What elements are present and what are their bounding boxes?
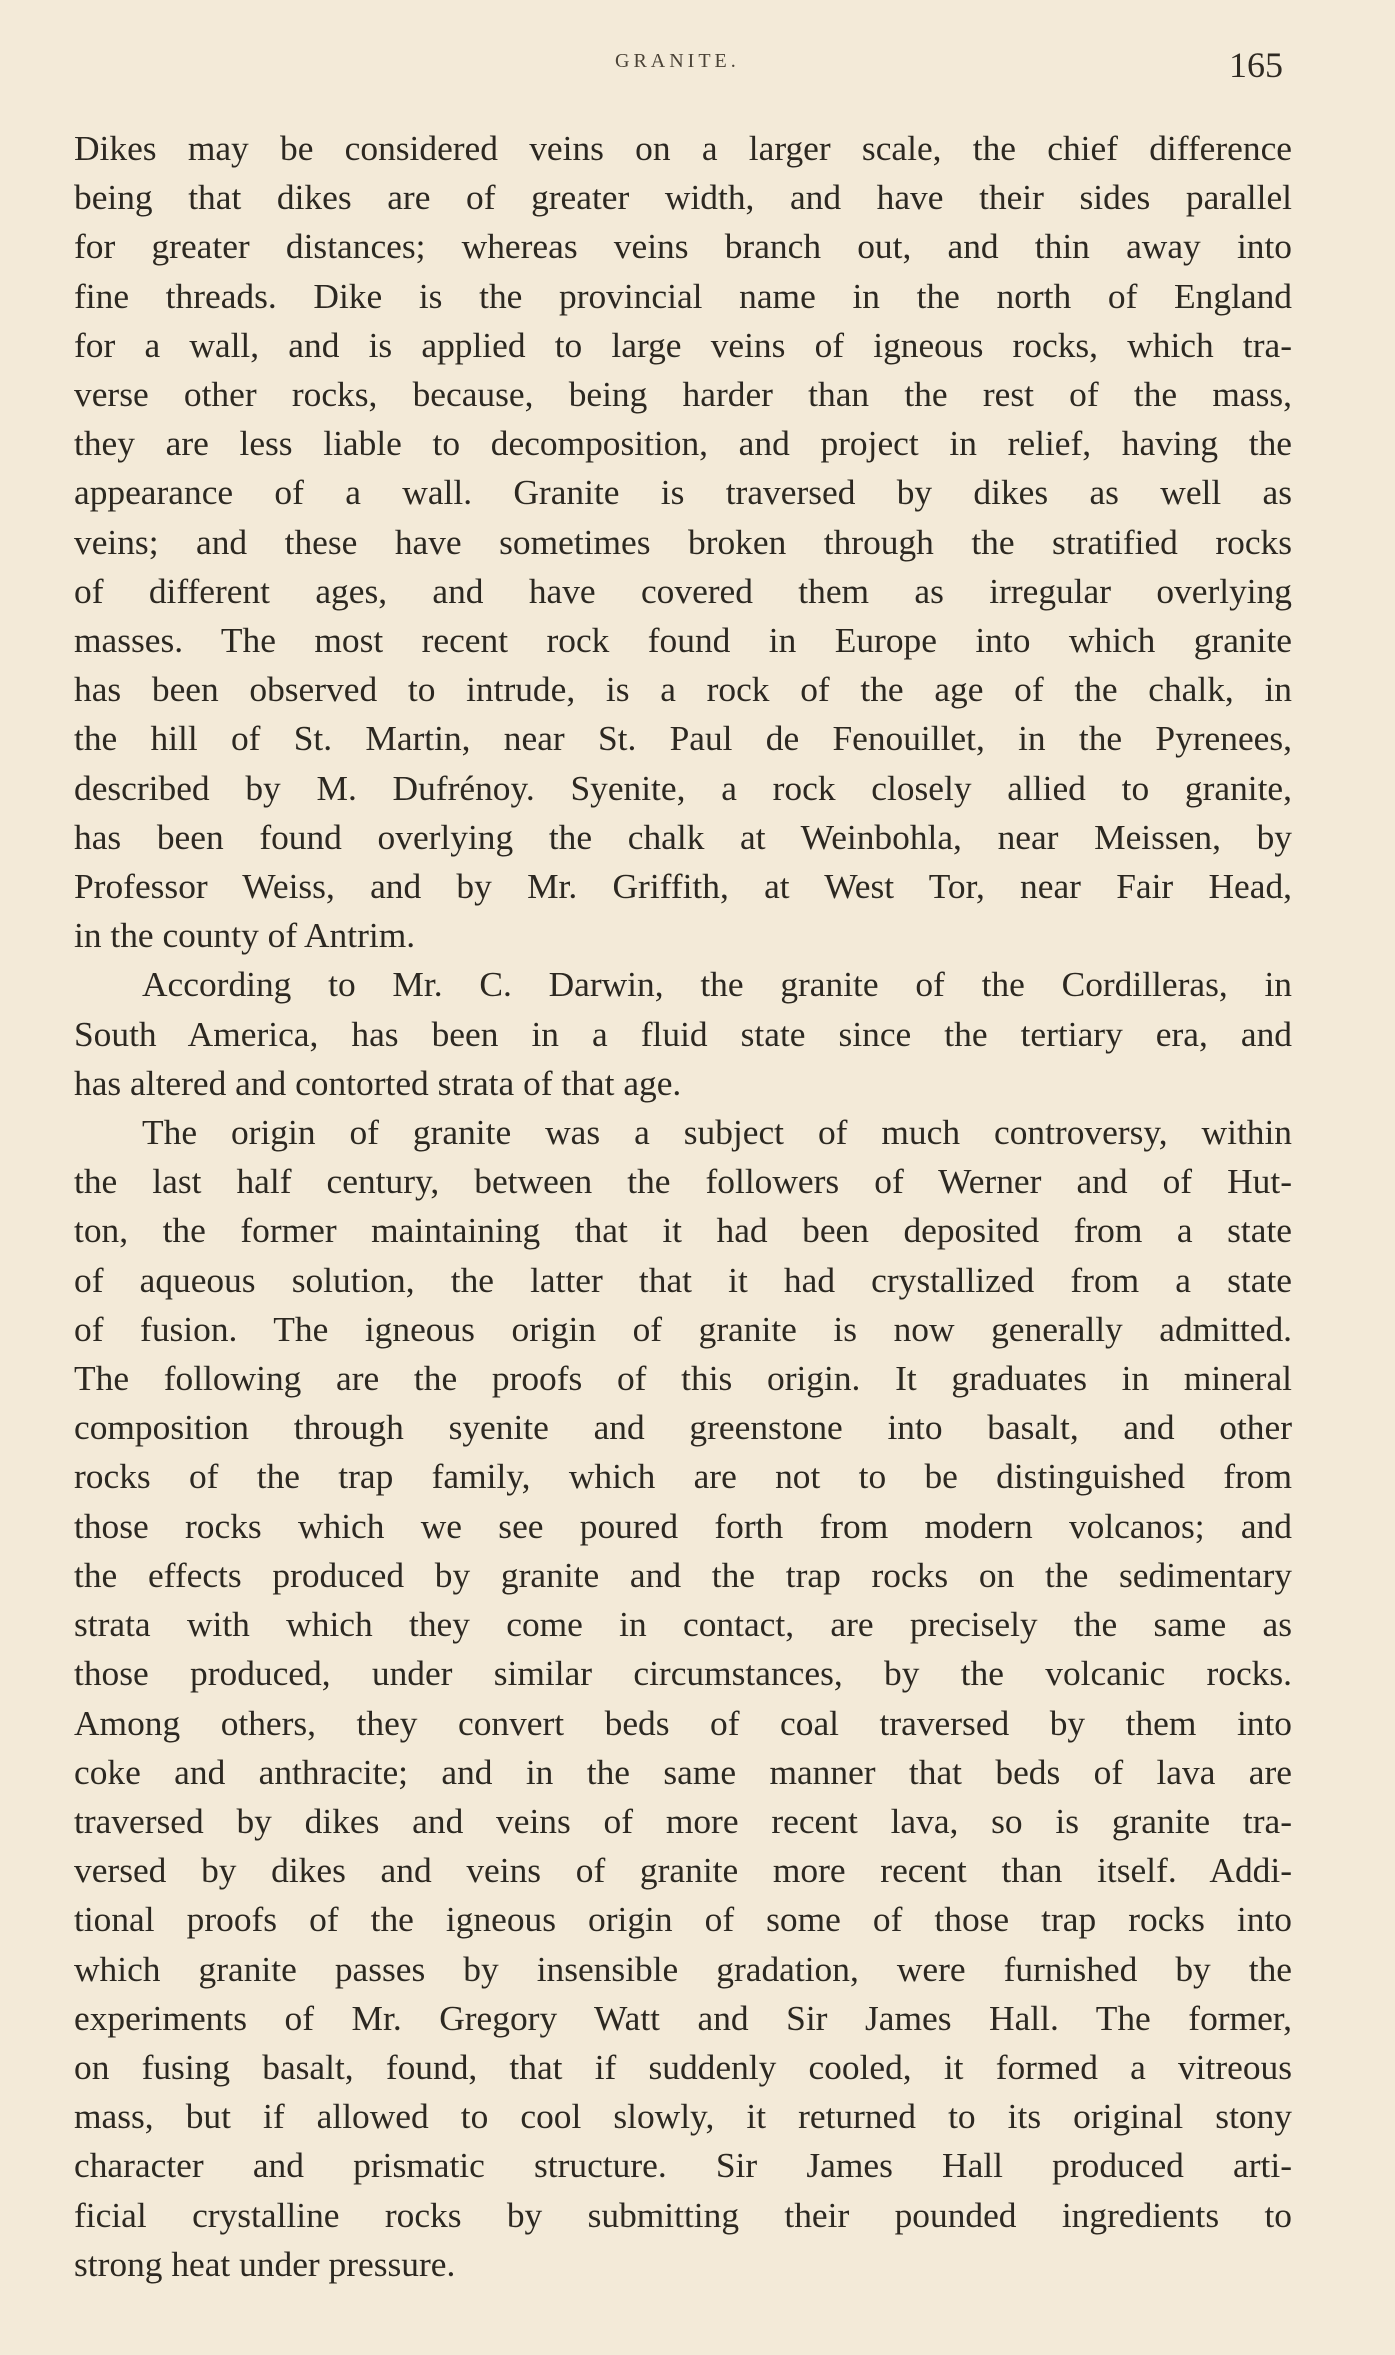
text-line: verse other rocks, because, being harder than the rest of the mass, [74, 374, 1292, 415]
text-line: those produced, under similar circumstances, by the volcanic rocks. [74, 1653, 1292, 1694]
text-line: character and prismatic structure. Sir James Hall produced arti- [74, 2145, 1292, 2186]
text-line: the last half century, between the followers of Werner and of Hut- [74, 1161, 1292, 1202]
text-line: ficial crystalline rocks by submitting their pounded ingredients to [74, 2194, 1292, 2235]
text-line: has been observed to intrude, is a rock of the age of the chalk, in [74, 669, 1292, 710]
text-line: According to Mr. C. Darwin, the granite of the Cordilleras, in [142, 964, 1292, 1005]
text-line: coke and anthracite; and in the same manner that beds of lava are [74, 1751, 1292, 1792]
text-line: the hill of St. Martin, near St. Paul de Fenouillet, in the Pyrenees, [74, 718, 1292, 759]
text-line: fine threads. Dike is the provincial name in the north of England [74, 275, 1292, 316]
paragraph-dikes [74, 124, 1292, 960]
text-line: mass, but if allowed to cool slowly, it returned to its original stony [74, 2096, 1292, 2137]
text-line: rocks of the trap family, which are not to be distinguished from [74, 1456, 1292, 1497]
text-line: those rocks which we see poured forth from modern volcanos; and [74, 1505, 1292, 1546]
text-line: which granite passes by insensible gradation, were furnished by the [74, 1948, 1292, 1989]
running-head: GRANITE. [615, 50, 740, 72]
text-line: Professor Weiss, and by Mr. Griffith, at West Tor, near Fair Head, [74, 866, 1292, 907]
text-line: masses. The most recent rock found in Europe into which granite [74, 620, 1292, 661]
text-line: The following are the proofs of this origin. It graduates in mineral [74, 1358, 1292, 1399]
text-line: strata with which they come in contact, are precisely the same as [74, 1604, 1292, 1645]
text-line: described by M. Dufrénoy. Syenite, a rock closely allied to granite, [74, 767, 1292, 808]
text-line: the effects produced by granite and the trap rocks on the sedimentary [74, 1554, 1292, 1595]
text-line: Dikes may be considered veins on a larger scale, the chief difference [74, 128, 1292, 168]
text-line: experiments of Mr. Gregory Watt and Sir James Hall. The former, [74, 1997, 1292, 2038]
text-line: traversed by dikes and veins of more recent lava, so is granite tra- [74, 1800, 1292, 1841]
text-line: of aqueous solution, the latter that it had crystallized from a state [74, 1259, 1292, 1300]
text-line: for greater distances; whereas veins branch out, and thin away into [74, 226, 1292, 267]
text-line: South America, has been in a fluid state since the tertiary era, and [74, 1013, 1292, 1054]
text-line: composition through syenite and greenstone into basalt, and other [74, 1407, 1292, 1448]
page-number: 165 [1229, 45, 1283, 85]
text-line: appearance of a wall. Granite is traversed by dikes as well as [74, 472, 1292, 513]
text-line: has been found overlying the chalk at Weinbohla, near Meissen, by [74, 816, 1292, 857]
text-line: The origin of granite was a subject of much controversy, within [142, 1112, 1292, 1153]
text-line: has altered and contorted strata of that age. [74, 1062, 682, 1103]
text-line: Among others, they convert beds of coal traversed by them into [74, 1702, 1292, 1743]
text-line: of fusion. The igneous origin of granite is now generally admitted. [74, 1308, 1292, 1349]
paragraph-darwin [74, 960, 1292, 1108]
paragraph-origin-of-granite [74, 1108, 1292, 2289]
text-line: for a wall, and is applied to large veins of igneous rocks, which tra- [74, 324, 1292, 365]
text-line: strong heat under pressure. [74, 2243, 456, 2284]
text-line: versed by dikes and veins of granite more recent than itself. Addi- [74, 1850, 1292, 1891]
text-line: of different ages, and have covered them as irregular overlying [74, 570, 1292, 611]
text-line: ton, the former maintaining that it had been deposited from a state [74, 1210, 1292, 1251]
text-line: in the county of Antrim. [74, 915, 416, 956]
text-line: tional proofs of the igneous origin of some of those trap rocks into [74, 1899, 1292, 1940]
text-line: veins; and these have sometimes broken through the stratified rocks [74, 521, 1292, 562]
text-line: on fusing basalt, found, that if suddenly cooled, it formed a vitreous [74, 2046, 1292, 2087]
body-text [74, 124, 1292, 2289]
text-line: they are less liable to decomposition, and project in relief, having the [74, 423, 1292, 464]
text-line: being that dikes are of greater width, and have their sides parallel [74, 177, 1292, 218]
